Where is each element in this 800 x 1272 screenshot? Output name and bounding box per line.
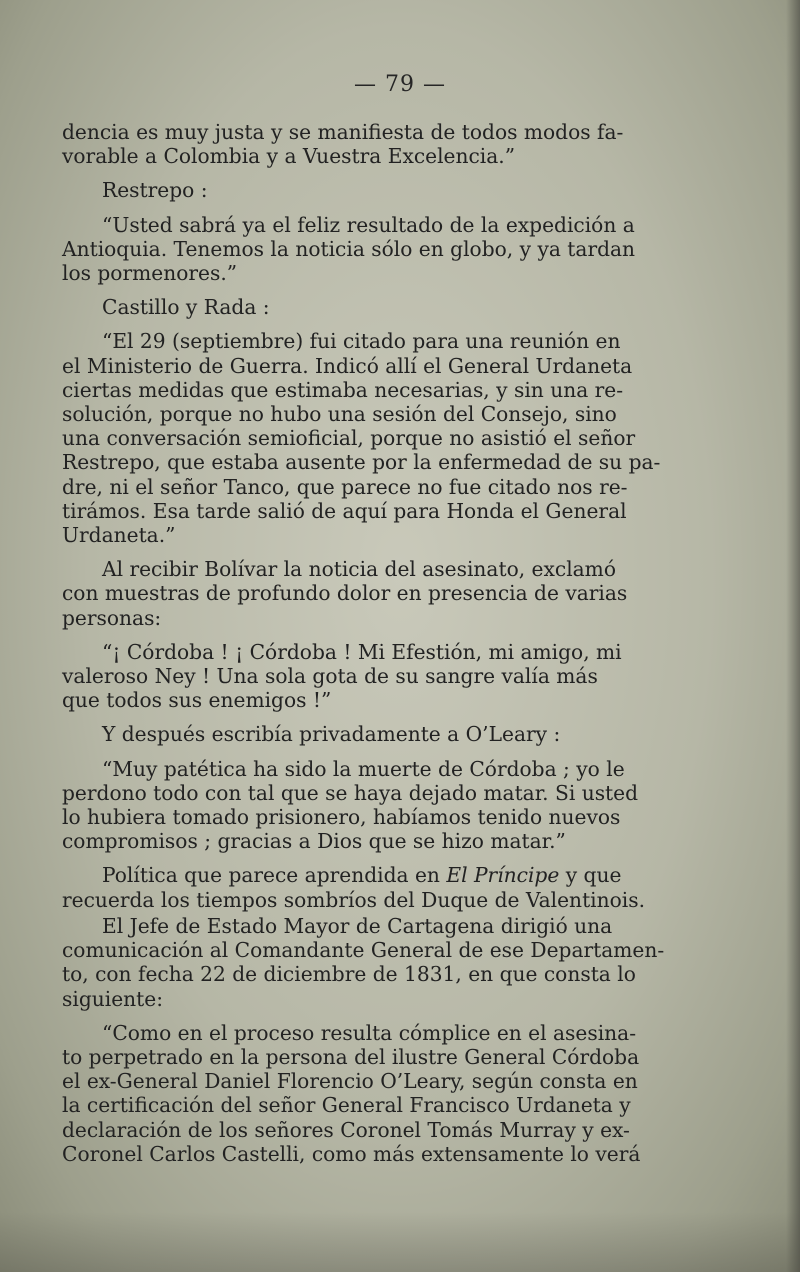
text-line: con muestras de profundo dolor en presencia de varias: [62, 581, 628, 606]
paragraph: [62, 120, 698, 168]
text-line: “Como en el proceso resulta cómplice en el asesina-: [102, 1020, 637, 1045]
text-line: “Usted sabrá ya el feliz resultado de la expedición a: [102, 212, 635, 237]
text-line: solución, porque no hubo una sesión del Consejo, sino: [62, 402, 617, 427]
text-line: declaración de los señores Coronel Tomás Murray y ex-: [62, 1117, 630, 1142]
text-line: “El 29 (septiembre) fui citado para una reunión en: [102, 329, 621, 354]
text-line: to perpetrado en la persona del ilustre General Córdoba: [62, 1044, 640, 1069]
text-line: vorable a Colombia y a Vuestra Excelencia.”: [62, 144, 516, 169]
speaker-heading: [62, 178, 698, 202]
text-line: Al recibir Bolívar la noticia del asesinato, exclamó: [102, 557, 616, 582]
text-line: “Muy patética ha sido la muerte de Córdoba ; yo le: [102, 756, 625, 781]
text-line: “¡ Córdoba ! ¡ Córdoba ! Mi Efestión, mi amigo, mi: [102, 639, 622, 664]
book-title: El Príncipe: [446, 863, 560, 888]
text-line: [62, 863, 698, 887]
text-line: lo hubiera tomado prisionero, habíamos tenido nuevos: [62, 805, 621, 830]
body-text: [62, 120, 698, 1176]
page-edge-shadow: [786, 0, 800, 1272]
paragraph: [62, 914, 698, 1011]
text-line: el ex-General Daniel Florencio O’Leary, según consta en: [62, 1069, 638, 1094]
text-line: dencia es muy justa y se manifiesta de todos modos fa-: [62, 120, 624, 144]
text-line: to, con fecha 22 de diciembre de 1831, en que consta lo: [62, 962, 636, 987]
text-line: comunicación al Comandante General de ese Departamen-: [62, 938, 665, 963]
text-line: perdono todo con tal que se haya dejado matar. Si usted: [62, 780, 639, 805]
text-line: Restrepo, que estaba ausente por la enfermedad de su pa-: [62, 450, 661, 475]
paragraph: [62, 722, 698, 746]
quote-paragraph: [62, 640, 698, 713]
page-bottom-shadow: [0, 1212, 800, 1272]
text-line: Antioquia. Tenemos la noticia sólo en globo, y ya tardan: [62, 236, 636, 261]
text-line: Coronel Carlos Castelli, como más extensamente lo verá: [62, 1141, 641, 1166]
text-line: Restrepo :: [102, 178, 208, 203]
text-line: Y después escribía privadamente a O’Leary :: [102, 722, 561, 747]
text-fragment: Política que parece aprendida en: [102, 863, 447, 888]
quote-paragraph: [62, 329, 698, 547]
paragraph: [62, 863, 698, 911]
quote-paragraph: [62, 1021, 698, 1166]
quote-paragraph: [62, 213, 698, 286]
page-number: — 79 —: [354, 72, 446, 97]
text-line: recuerda los tiempos sombríos del Duque de Valentinois.: [62, 887, 646, 912]
paragraph: [62, 557, 698, 630]
text-line: los pormenores.”: [62, 261, 238, 286]
quote-paragraph: [62, 757, 698, 854]
text-line: Castillo y Rada :: [102, 295, 270, 320]
text-line: que todos sus enemigos !”: [62, 688, 332, 713]
text-line: ciertas medidas que estimaba necesarias, y sin una re-: [62, 377, 624, 402]
speaker-heading: [62, 295, 698, 319]
text-line: una conversación semioficial, porque no asistió el señor: [62, 426, 636, 451]
text-line: siguiente:: [62, 986, 164, 1011]
text-line: Urdaneta.”: [62, 523, 176, 548]
text-line: tirámos. Esa tarde salió de aquí para Honda el General: [62, 498, 627, 523]
text-line: compromisos ; gracias a Dios que se hizo matar.”: [62, 829, 566, 854]
text-line: valeroso Ney ! Una sola gota de su sangre valía más: [62, 664, 598, 689]
text-line: la certificación del señor General Francisco Urdaneta y: [62, 1093, 631, 1118]
text-line: personas:: [62, 605, 162, 630]
text-line: El Jefe de Estado Mayor de Cartagena dirigió una: [102, 913, 613, 938]
text-line: el Ministerio de Guerra. Indicó allí el General Urdaneta: [62, 353, 633, 378]
text-fragment: y que: [559, 863, 622, 888]
text-line: dre, ni el señor Tanco, que parece no fue citado nos re-: [62, 474, 628, 499]
